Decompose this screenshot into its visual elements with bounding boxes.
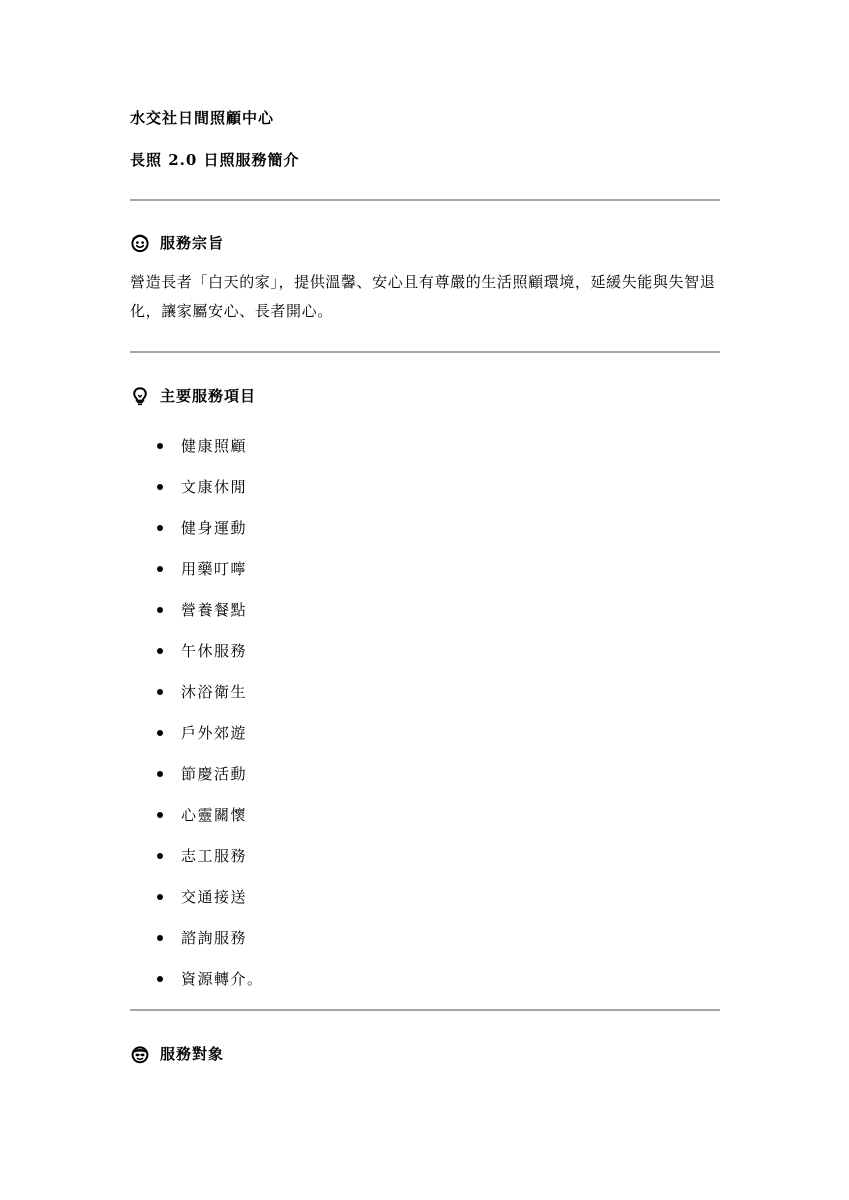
purpose-paragraph: 營造長者「白天的家」，提供溫馨、安心且有尊嚴的生活照顧環境，延緩失能與失智退化，讓家屬安心、長者開心。 (130, 273, 716, 320)
service-item-label: 健身運動 (181, 519, 248, 537)
bullet (157, 566, 163, 572)
list-item (130, 548, 264, 589)
bullet (157, 771, 163, 777)
service-item-label: 資源轉介。 (181, 970, 264, 988)
list-item (130, 589, 264, 630)
list-item (130, 917, 264, 958)
service-item-label: 戶外郊遊 (181, 724, 248, 742)
bullet (157, 689, 163, 695)
service-item-label: 志工服務 (181, 847, 248, 865)
bullet (157, 976, 163, 982)
list-item (130, 466, 264, 507)
list-item (130, 425, 264, 466)
bullet (157, 853, 163, 859)
bullet (157, 730, 163, 736)
service-item-label: 午休服務 (181, 642, 248, 660)
list-item (130, 671, 264, 712)
service-item-label: 健康照顧 (181, 437, 248, 455)
service-item-label: 營養餐點 (181, 601, 248, 619)
list-item (130, 712, 264, 753)
list-item (130, 835, 264, 876)
elder-face-icon (130, 1044, 150, 1064)
bullet (157, 648, 163, 654)
list-item (130, 794, 264, 835)
service-list (130, 425, 264, 999)
service-item-label: 諮詢服務 (181, 929, 248, 947)
list-item (130, 876, 264, 917)
section-title-services: 主要服務項目 (160, 387, 257, 405)
service-item-label: 交通接送 (181, 888, 248, 906)
service-item-label: 心靈關懷 (181, 806, 248, 824)
service-item-label: 用藥叮嚀 (181, 560, 248, 578)
smiley-face-icon (130, 233, 150, 253)
bullet (157, 935, 163, 941)
divider (130, 351, 720, 353)
section-title-targets: 服務對象 (160, 1045, 225, 1063)
divider (130, 1009, 720, 1011)
bullet (157, 894, 163, 900)
list-item (130, 507, 264, 548)
organization-name: 水交社日間照顧中心 (130, 109, 275, 127)
document-title: 長照 2.0 日照服務簡介 (130, 151, 300, 169)
list-item (130, 958, 264, 999)
bullet (157, 443, 163, 449)
section-heading-targets (130, 1043, 224, 1064)
divider (130, 199, 720, 201)
section-heading-purpose (130, 232, 224, 253)
bullet (157, 484, 163, 490)
list-item (130, 630, 264, 671)
list-item (130, 753, 264, 794)
section-title-purpose: 服務宗旨 (160, 234, 225, 252)
lightbulb-icon (130, 386, 150, 406)
section-heading-services (130, 385, 256, 406)
service-item-label: 沐浴衛生 (181, 683, 248, 701)
bullet (157, 607, 163, 613)
service-item-label: 文康休閒 (181, 478, 248, 496)
bullet (157, 525, 163, 531)
bullet (157, 812, 163, 818)
service-item-label: 節慶活動 (181, 765, 248, 783)
